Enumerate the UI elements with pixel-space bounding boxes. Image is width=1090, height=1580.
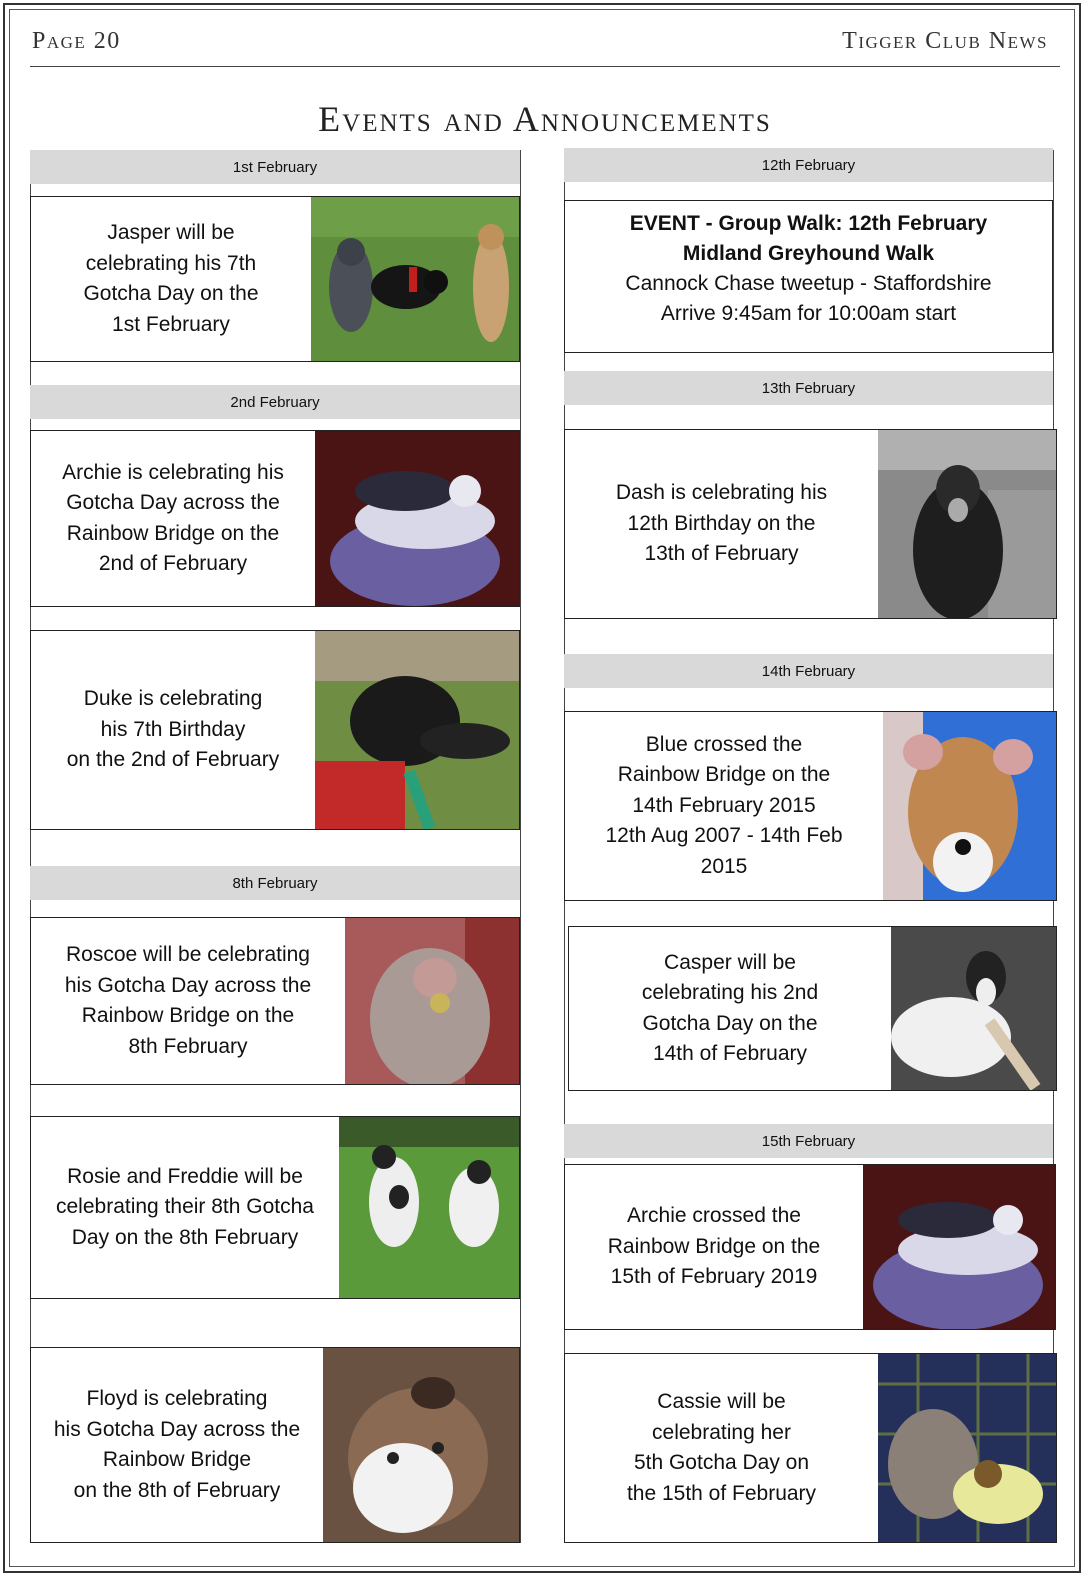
dog-photo xyxy=(311,197,519,361)
dog-photo xyxy=(891,927,1056,1090)
event-title: EVENT - Group Walk: 12th February xyxy=(629,212,988,235)
event-text: Archie is celebrating his Gotcha Day across the Rainbow Bridge on the 2nd of February xyxy=(62,460,284,575)
date-header: 2nd February xyxy=(30,385,520,419)
dog-photo xyxy=(878,1354,1056,1542)
dog-photo xyxy=(878,430,1056,618)
dog-photo xyxy=(315,431,519,606)
header-rule xyxy=(30,66,1060,67)
event-text: Dash is celebrating his 12th Birthday on the 13th of February xyxy=(615,481,828,566)
event-card xyxy=(564,1353,1057,1543)
event-text: Roscoe will be celebrating his Gotcha Day across the Rainbow Bridge on the 8th February xyxy=(64,943,312,1058)
dog-photo xyxy=(863,1165,1055,1329)
event-text: Blue crossed the Rainbow Bridge on the 14th February 2015 12th Aug 2007 - 14th Feb 2015 xyxy=(605,732,843,878)
event-card xyxy=(568,926,1057,1091)
event-text: Casper will be celebrating his 2nd Gotcha Day on the 14th of February xyxy=(641,950,819,1065)
dog-photo xyxy=(339,1117,519,1298)
event-text: Rosie and Freddie will be celebrating their 8th Gotcha Day on the 8th February xyxy=(56,1164,314,1249)
event-card xyxy=(564,711,1057,901)
event-text: Cassie will be celebrating her 5th Gotcha Day on the 15th of February xyxy=(626,1390,817,1505)
date-header: 1st February xyxy=(30,150,520,184)
event-card xyxy=(30,430,520,607)
event-card xyxy=(30,1347,520,1543)
date-header: 8th February xyxy=(30,866,520,900)
date-header: 15th February xyxy=(564,1124,1053,1158)
date-header: 13th February xyxy=(564,371,1053,405)
event-card xyxy=(564,429,1057,619)
page-number: Page 20 xyxy=(32,28,121,54)
publication-name: Tigger Club News xyxy=(842,28,1048,54)
event-location: Cannock Chase tweetup - Staffordshire xyxy=(625,272,992,295)
event-card xyxy=(564,1164,1056,1330)
page-title: Events and Announcements xyxy=(318,99,772,139)
event-text: Archie crossed the Rainbow Bridge on the 15th of February 2019 xyxy=(607,1204,821,1289)
event-text: Floyd is celebrating his Gotcha Day across the Rainbow Bridge on the 8th of February xyxy=(53,1387,301,1502)
dog-photo xyxy=(323,1348,519,1542)
event-text: Duke is celebrating his 7th Birthday on the 2nd of February xyxy=(66,687,280,772)
event-card xyxy=(30,1116,520,1299)
event-card xyxy=(30,917,520,1085)
dog-photo xyxy=(345,918,519,1084)
date-header: 12th February xyxy=(564,148,1053,182)
event-subtitle: Midland Greyhound Walk xyxy=(682,242,935,265)
left-column-border-right xyxy=(520,150,521,1543)
event-text: Jasper will be celebrating his 7th Gotcha Day on the 1st February xyxy=(83,221,259,336)
date-header: 14th February xyxy=(564,654,1053,688)
event-time: Arrive 9:45am for 10:00am start xyxy=(660,302,957,325)
group-walk-event xyxy=(564,200,1053,353)
event-card xyxy=(30,630,520,830)
dog-photo xyxy=(315,631,519,829)
event-card xyxy=(30,196,520,362)
dog-photo xyxy=(883,712,1056,900)
